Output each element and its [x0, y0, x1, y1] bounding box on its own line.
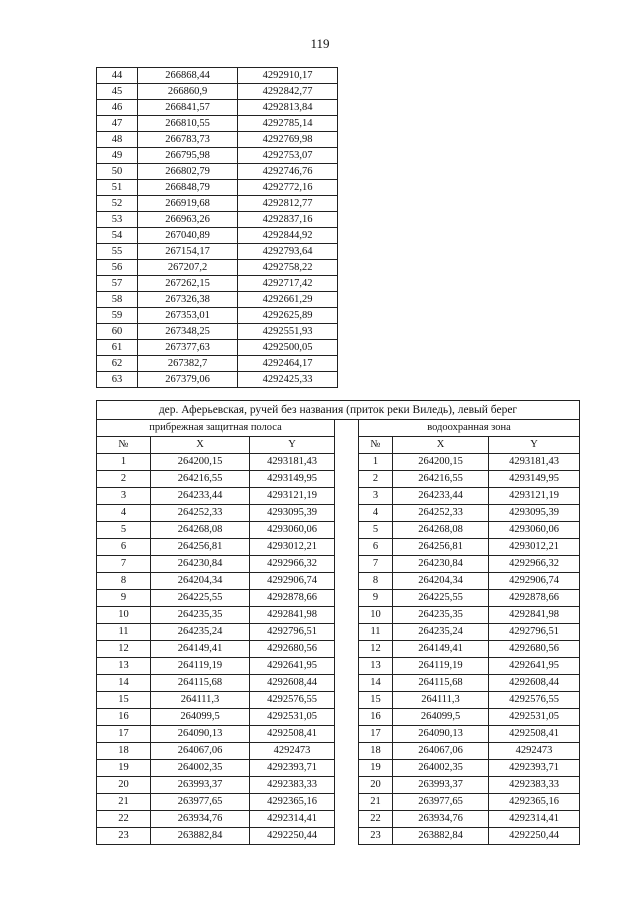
- left-point-number: 22: [97, 811, 151, 828]
- column-gap: [335, 726, 359, 743]
- point-number: 55: [97, 244, 138, 260]
- table-row: [97, 68, 338, 84]
- left-y-coordinate: 4293095,39: [250, 505, 335, 522]
- right-x-coordinate: 264256,81: [393, 539, 489, 556]
- right-y-coordinate: 4292531,05: [489, 709, 580, 726]
- table-row: [97, 196, 338, 212]
- table-row: [97, 488, 580, 505]
- y-coordinate: 4292842,77: [238, 84, 338, 100]
- table-row: [97, 709, 580, 726]
- left-point-number: 12: [97, 641, 151, 658]
- left-x-coordinate: 264252,33: [151, 505, 250, 522]
- table-row: [97, 132, 338, 148]
- y-coordinate: 4292793,64: [238, 244, 338, 260]
- left-x-coordinate: 263934,76: [151, 811, 250, 828]
- table-row: [97, 505, 580, 522]
- y-coordinate: 4292758,22: [238, 260, 338, 276]
- right-x-coordinate: 264252,33: [393, 505, 489, 522]
- table-row: [97, 556, 580, 573]
- left-point-number: 14: [97, 675, 151, 692]
- left-y-coordinate: 4292641,95: [250, 658, 335, 675]
- x-coordinate: 267262,15: [138, 276, 238, 292]
- table-row: [97, 324, 338, 340]
- y-coordinate: 4292661,29: [238, 292, 338, 308]
- table-row: [97, 244, 338, 260]
- x-coordinate: 266868,44: [138, 68, 238, 84]
- left-point-number: 6: [97, 539, 151, 556]
- table-row: [97, 777, 580, 794]
- left-point-number: 15: [97, 692, 151, 709]
- x-coordinate: 267382,7: [138, 356, 238, 372]
- column-gap: [335, 505, 359, 522]
- right-num-header: №: [359, 437, 393, 454]
- table-row: [97, 164, 338, 180]
- left-y-coordinate: 4292508,41: [250, 726, 335, 743]
- point-number: 62: [97, 356, 138, 372]
- left-point-number: 4: [97, 505, 151, 522]
- left-point-number: 5: [97, 522, 151, 539]
- table-row: [97, 760, 580, 777]
- table-row: [97, 372, 338, 388]
- table-row: [97, 148, 338, 164]
- right-x-coordinate: 264002,35: [393, 760, 489, 777]
- y-coordinate: 4292425,33: [238, 372, 338, 388]
- table-row: [97, 590, 580, 607]
- left-point-number: 23: [97, 828, 151, 845]
- column-gap: [335, 760, 359, 777]
- right-x-coordinate: 264067,06: [393, 743, 489, 760]
- table-row: [97, 573, 580, 590]
- table-row: [97, 356, 338, 372]
- x-coordinate: 266848,79: [138, 180, 238, 196]
- table-row: [97, 180, 338, 196]
- point-number: 52: [97, 196, 138, 212]
- left-zone-heading: прибрежная защитная полоса: [97, 420, 335, 437]
- point-number: 58: [97, 292, 138, 308]
- right-y-coordinate: 4292393,71: [489, 760, 580, 777]
- left-y-coordinate: 4292906,74: [250, 573, 335, 590]
- point-number: 61: [97, 340, 138, 356]
- x-coordinate: 266810,55: [138, 116, 238, 132]
- table-row: [97, 675, 580, 692]
- right-y-coordinate: 4292473: [489, 743, 580, 760]
- left-y-coordinate: 4292365,16: [250, 794, 335, 811]
- x-coordinate: 267207,2: [138, 260, 238, 276]
- right-y-coordinate: 4293060,06: [489, 522, 580, 539]
- left-x-coordinate: 264002,35: [151, 760, 250, 777]
- right-x-coordinate: 264200,15: [393, 454, 489, 471]
- right-x-coordinate: 264225,55: [393, 590, 489, 607]
- x-coordinate: 266919,68: [138, 196, 238, 212]
- boundary-coordinates-table: [96, 400, 580, 845]
- left-x-coordinate: 264115,68: [151, 675, 250, 692]
- column-gap: [335, 709, 359, 726]
- right-y-coordinate: 4292966,32: [489, 556, 580, 573]
- left-y-coordinate: 4293181,43: [250, 454, 335, 471]
- left-num-header: №: [97, 437, 151, 454]
- right-x-coordinate: 264119,19: [393, 658, 489, 675]
- y-coordinate: 4292837,16: [238, 212, 338, 228]
- table-row: [97, 212, 338, 228]
- y-coordinate: 4292769,98: [238, 132, 338, 148]
- point-number: 53: [97, 212, 138, 228]
- right-point-number: 23: [359, 828, 393, 845]
- y-coordinate: 4292464,17: [238, 356, 338, 372]
- right-x-coordinate: 264099,5: [393, 709, 489, 726]
- right-point-number: 12: [359, 641, 393, 658]
- y-coordinate: 4292772,16: [238, 180, 338, 196]
- x-coordinate: 266802,79: [138, 164, 238, 180]
- left-x-coordinate: 263977,65: [151, 794, 250, 811]
- x-coordinate: 266783,73: [138, 132, 238, 148]
- point-number: 47: [97, 116, 138, 132]
- y-coordinate: 4292746,76: [238, 164, 338, 180]
- left-y-coordinate: 4292531,05: [250, 709, 335, 726]
- left-y-coordinate: 4292608,44: [250, 675, 335, 692]
- right-y-coordinate: 4292250,44: [489, 828, 580, 845]
- right-point-number: 17: [359, 726, 393, 743]
- left-point-number: 17: [97, 726, 151, 743]
- point-number: 56: [97, 260, 138, 276]
- left-x-coordinate: 264235,24: [151, 624, 250, 641]
- left-x-coordinate: 264256,81: [151, 539, 250, 556]
- right-y-coordinate: 4293149,95: [489, 471, 580, 488]
- left-point-number: 19: [97, 760, 151, 777]
- x-coordinate: 267353,01: [138, 308, 238, 324]
- left-y-coordinate: 4292393,71: [250, 760, 335, 777]
- right-zone-heading: водоохранная зона: [359, 420, 580, 437]
- x-coordinate: 266860,9: [138, 84, 238, 100]
- right-y-coordinate: 4292365,16: [489, 794, 580, 811]
- x-coordinate: 267379,06: [138, 372, 238, 388]
- y-coordinate: 4292812,77: [238, 196, 338, 212]
- table-row: [97, 116, 338, 132]
- point-number: 49: [97, 148, 138, 164]
- left-y-coordinate: 4293012,21: [250, 539, 335, 556]
- point-number: 60: [97, 324, 138, 340]
- left-point-number: 16: [97, 709, 151, 726]
- page-number: 119: [310, 36, 330, 51]
- left-point-number: 11: [97, 624, 151, 641]
- point-number: 46: [97, 100, 138, 116]
- right-x-coordinate: 264268,08: [393, 522, 489, 539]
- column-gap: [335, 437, 359, 454]
- y-coordinate: 4292625,89: [238, 308, 338, 324]
- right-point-number: 21: [359, 794, 393, 811]
- right-y-coordinate: 4292508,41: [489, 726, 580, 743]
- left-y-coordinate: 4292383,33: [250, 777, 335, 794]
- left-y-coordinate: 4292473: [250, 743, 335, 760]
- right-x-coordinate: 263993,37: [393, 777, 489, 794]
- right-y-header: Y: [489, 437, 580, 454]
- column-gap: [335, 743, 359, 760]
- x-coordinate: 266963,26: [138, 212, 238, 228]
- table-row: [97, 794, 580, 811]
- point-number: 45: [97, 84, 138, 100]
- y-coordinate: 4292844,92: [238, 228, 338, 244]
- right-y-coordinate: 4292314,41: [489, 811, 580, 828]
- y-coordinate: 4292717,42: [238, 276, 338, 292]
- left-y-coordinate: 4292576,55: [250, 692, 335, 709]
- column-gap: [335, 539, 359, 556]
- right-y-coordinate: 4292383,33: [489, 777, 580, 794]
- zone-heading-row: [97, 420, 580, 437]
- right-point-number: 7: [359, 556, 393, 573]
- table-row: [97, 340, 338, 356]
- point-number: 54: [97, 228, 138, 244]
- left-point-number: 2: [97, 471, 151, 488]
- x-coordinate: 267154,17: [138, 244, 238, 260]
- column-gap: [335, 658, 359, 675]
- right-y-coordinate: 4292680,56: [489, 641, 580, 658]
- table-row: [97, 292, 338, 308]
- left-x-coordinate: 264099,5: [151, 709, 250, 726]
- x-coordinate: 267348,25: [138, 324, 238, 340]
- left-point-number: 13: [97, 658, 151, 675]
- table-row: [97, 811, 580, 828]
- left-x-coordinate: 263993,37: [151, 777, 250, 794]
- right-x-coordinate: 264090,13: [393, 726, 489, 743]
- right-point-number: 1: [359, 454, 393, 471]
- x-coordinate: 266795,98: [138, 148, 238, 164]
- y-coordinate: 4292753,07: [238, 148, 338, 164]
- right-y-coordinate: 4293121,19: [489, 488, 580, 505]
- right-x-coordinate: 264149,41: [393, 641, 489, 658]
- column-gap: [335, 573, 359, 590]
- left-point-number: 8: [97, 573, 151, 590]
- section-title: дер. Аферьевская, ручей без названия (приток реки Виледь), левый берег: [97, 401, 580, 420]
- table-row: [97, 471, 580, 488]
- right-y-coordinate: 4293181,43: [489, 454, 580, 471]
- table-row: [97, 84, 338, 100]
- point-number: 44: [97, 68, 138, 84]
- left-point-number: 21: [97, 794, 151, 811]
- right-y-coordinate: 4293095,39: [489, 505, 580, 522]
- y-coordinate: 4292551,93: [238, 324, 338, 340]
- right-y-coordinate: 4292841,98: [489, 607, 580, 624]
- left-y-coordinate: 4292878,66: [250, 590, 335, 607]
- column-gap: [335, 811, 359, 828]
- right-y-coordinate: 4292576,55: [489, 692, 580, 709]
- left-x-coordinate: 264090,13: [151, 726, 250, 743]
- column-gap: [335, 522, 359, 539]
- right-x-coordinate: 263977,65: [393, 794, 489, 811]
- table-row: [97, 539, 580, 556]
- right-x-coordinate: 264111,3: [393, 692, 489, 709]
- right-x-coordinate: 264230,84: [393, 556, 489, 573]
- right-y-coordinate: 4293012,21: [489, 539, 580, 556]
- left-y-coordinate: 4292250,44: [250, 828, 335, 845]
- left-x-coordinate: 264111,3: [151, 692, 250, 709]
- point-number: 50: [97, 164, 138, 180]
- table-row: [97, 692, 580, 709]
- right-x-coordinate: 263934,76: [393, 811, 489, 828]
- right-point-number: 8: [359, 573, 393, 590]
- column-gap: [335, 641, 359, 658]
- left-x-coordinate: 264216,55: [151, 471, 250, 488]
- column-gap: [335, 471, 359, 488]
- table-row: [97, 100, 338, 116]
- right-x-coordinate: 264216,55: [393, 471, 489, 488]
- left-x-coordinate: 264119,19: [151, 658, 250, 675]
- right-y-coordinate: 4292641,95: [489, 658, 580, 675]
- table-row: [97, 276, 338, 292]
- left-y-coordinate: 4292841,98: [250, 607, 335, 624]
- x-coordinate: 267040,89: [138, 228, 238, 244]
- right-point-number: 9: [359, 590, 393, 607]
- right-point-number: 11: [359, 624, 393, 641]
- right-point-number: 14: [359, 675, 393, 692]
- column-gap: [335, 590, 359, 607]
- left-x-coordinate: 264149,41: [151, 641, 250, 658]
- column-gap: [335, 794, 359, 811]
- table-row: [97, 828, 580, 845]
- right-x-coordinate: 264204,34: [393, 573, 489, 590]
- right-x-coordinate: 264235,24: [393, 624, 489, 641]
- right-point-number: 22: [359, 811, 393, 828]
- x-coordinate: 267377,63: [138, 340, 238, 356]
- left-point-number: 10: [97, 607, 151, 624]
- left-y-coordinate: 4293060,06: [250, 522, 335, 539]
- right-point-number: 3: [359, 488, 393, 505]
- right-point-number: 15: [359, 692, 393, 709]
- y-coordinate: 4292813,84: [238, 100, 338, 116]
- y-coordinate: 4292785,14: [238, 116, 338, 132]
- left-y-coordinate: 4292314,41: [250, 811, 335, 828]
- left-x-coordinate: 264235,35: [151, 607, 250, 624]
- point-number: 59: [97, 308, 138, 324]
- column-gap: [335, 692, 359, 709]
- right-point-number: 13: [359, 658, 393, 675]
- left-point-number: 7: [97, 556, 151, 573]
- table-row: [97, 260, 338, 276]
- left-x-coordinate: 264268,08: [151, 522, 250, 539]
- left-point-number: 20: [97, 777, 151, 794]
- column-gap: [335, 454, 359, 471]
- table-row: [97, 658, 580, 675]
- right-point-number: 16: [359, 709, 393, 726]
- point-number: 51: [97, 180, 138, 196]
- table-row: [97, 522, 580, 539]
- left-x-header: X: [151, 437, 250, 454]
- table-row: [97, 726, 580, 743]
- point-number: 57: [97, 276, 138, 292]
- column-gap: [335, 556, 359, 573]
- left-point-number: 9: [97, 590, 151, 607]
- table-row: [97, 641, 580, 658]
- left-x-coordinate: 263882,84: [151, 828, 250, 845]
- left-x-coordinate: 264204,34: [151, 573, 250, 590]
- right-point-number: 5: [359, 522, 393, 539]
- column-gap: [335, 828, 359, 845]
- right-point-number: 2: [359, 471, 393, 488]
- right-x-coordinate: 264115,68: [393, 675, 489, 692]
- column-gap: [335, 777, 359, 794]
- right-x-coordinate: 264235,35: [393, 607, 489, 624]
- table-row: [97, 624, 580, 641]
- right-y-coordinate: 4292878,66: [489, 590, 580, 607]
- left-y-coordinate: 4292796,51: [250, 624, 335, 641]
- column-gap: [335, 624, 359, 641]
- right-point-number: 10: [359, 607, 393, 624]
- x-coordinate: 266841,57: [138, 100, 238, 116]
- column-gap: [335, 420, 359, 437]
- left-point-number: 18: [97, 743, 151, 760]
- point-number: 48: [97, 132, 138, 148]
- right-point-number: 19: [359, 760, 393, 777]
- y-coordinate: 4292500,05: [238, 340, 338, 356]
- right-x-header: X: [393, 437, 489, 454]
- column-gap: [335, 488, 359, 505]
- right-point-number: 18: [359, 743, 393, 760]
- table-row: [97, 607, 580, 624]
- x-coordinate: 267326,38: [138, 292, 238, 308]
- table-row: [97, 228, 338, 244]
- right-x-coordinate: 264233,44: [393, 488, 489, 505]
- right-point-number: 4: [359, 505, 393, 522]
- right-point-number: 20: [359, 777, 393, 794]
- right-y-coordinate: 4292608,44: [489, 675, 580, 692]
- left-y-header: Y: [250, 437, 335, 454]
- left-point-number: 1: [97, 454, 151, 471]
- right-point-number: 6: [359, 539, 393, 556]
- left-x-coordinate: 264233,44: [151, 488, 250, 505]
- left-y-coordinate: 4292680,56: [250, 641, 335, 658]
- right-y-coordinate: 4292796,51: [489, 624, 580, 641]
- column-gap: [335, 675, 359, 692]
- continued-coordinates-table: [96, 67, 338, 388]
- left-y-coordinate: 4292966,32: [250, 556, 335, 573]
- y-coordinate: 4292910,17: [238, 68, 338, 84]
- table-row: [97, 308, 338, 324]
- section-title-row: [97, 401, 580, 420]
- left-y-coordinate: 4293121,19: [250, 488, 335, 505]
- right-y-coordinate: 4292906,74: [489, 573, 580, 590]
- table-row: [97, 743, 580, 760]
- table-row: [97, 454, 580, 471]
- left-y-coordinate: 4293149,95: [250, 471, 335, 488]
- point-number: 63: [97, 372, 138, 388]
- left-x-coordinate: 264230,84: [151, 556, 250, 573]
- right-x-coordinate: 263882,84: [393, 828, 489, 845]
- left-point-number: 3: [97, 488, 151, 505]
- left-x-coordinate: 264067,06: [151, 743, 250, 760]
- left-x-coordinate: 264200,15: [151, 454, 250, 471]
- column-header-row: [97, 437, 580, 454]
- column-gap: [335, 607, 359, 624]
- left-x-coordinate: 264225,55: [151, 590, 250, 607]
